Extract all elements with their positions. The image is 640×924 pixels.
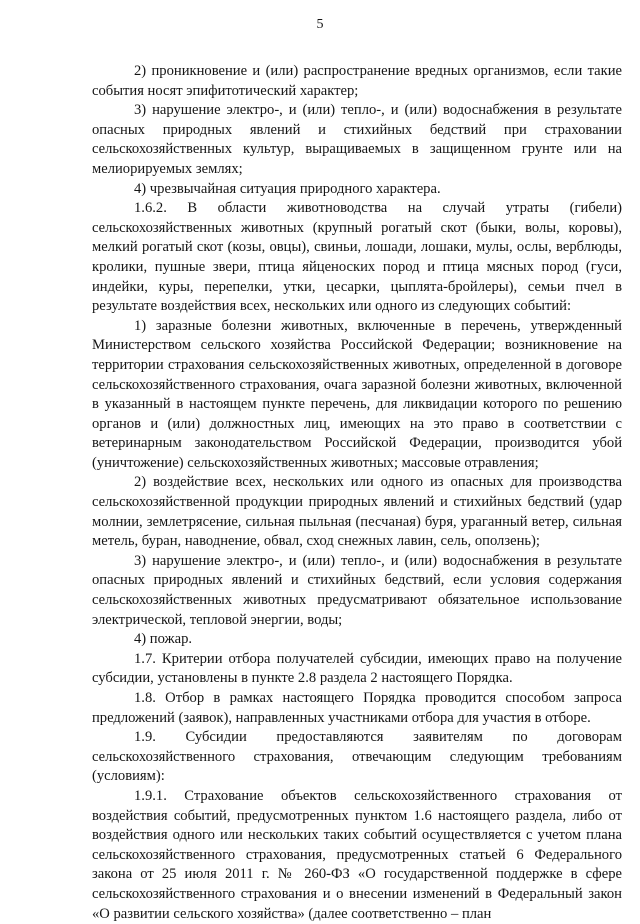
paragraph: 2) воздействие всех, нескольких или одного из опасных для производства сельскохозяйственной продукции природных явлений и стихийных бедствий (удар молнии, землетрясение, сильная пыльная (песчаная) буря, ураганный ветер, сильная метель, буран, наводнение, обвал, сход снежных лавин, сель, оползень); xyxy=(92,474,622,550)
paragraph: 1.8. Отбор в рамках настоящего Порядка проводится способом запроса предложений (заявок), направленных участниками отбора для участия в отборе. xyxy=(92,690,622,726)
paragraph: 3) нарушение электро-, и (или) тепло-, и (или) водоснабжения в результате опасных природных явлений и стихийных бедствий, если условия содержания сельскохозяйственных животных предусматривают обязательное использование электрической, тепловой энергии, воды; xyxy=(92,552,622,628)
paragraph: 4) чрезвычайная ситуация природного характера. xyxy=(134,180,441,197)
paragraph: 1.9.1. Страхование объектов сельскохозяйственного страхования от воздействия событий, предусмотренных пунктом 1.6 настоящего раздела, либо от воздействия одного или нескольких таких событий осуществляется с учетом плана сельскохозяйственного страхования, предусмотренных статьей 6 Федерального закона от 25 июля 2011 г. № 260-ФЗ «О государственной поддержке в сфере сельскохозяйственного страхования и о внесении изменений в Федеральный закон «О развитии сельского хозяйства» (далее соответственно – план xyxy=(92,787,622,922)
paragraph: 1.9. Субсидии предоставляются заявителям по договорам сельскохозяйственного страхования, отвечающим следующим требованиям (условиям): xyxy=(92,729,622,785)
paragraph: 2) проникновение и (или) распространение вредных организмов, если такие события носят эпифитотический характер; xyxy=(92,63,622,99)
paragraph: 1.7. Критерии отбора получателей субсидии, имеющих право на получение субсидии, установлены в пункте 2.8 раздела 2 настоящего Порядка. xyxy=(92,650,622,687)
paragraph: 1) заразные болезни животных, включенные в перечень, утвержденный Министерством сельского хозяйства Российской Федерации; возникновение на территории страхования сельскохозяйственных животных, определенной в договоре сельскохозяйственного страхования, очага заразной болезни животных, включенной в указанный в настоящем пункте перечень, для ликвидации которого по решению органов и (или) должностных лиц, имеющих на это право в соответствии с ветеринарным законодательством Российской Федерации, производится убой (уничтожение) сельскохозяйственных животных; массовые отравления; xyxy=(92,317,622,471)
paragraph: 3) нарушение электро-, и (или) тепло-, и (или) водоснабжения в результате опасных природных явлений и стихийных бедствий при страховании сельскохозяйственных культур, выращиваемых в защищенном грунте или на мелиорируемых землях; xyxy=(92,102,622,177)
document-body xyxy=(92,62,622,924)
page-number: 5 xyxy=(316,17,324,32)
paragraph: 4) пожар. xyxy=(134,631,193,648)
paragraph: 1.6.2. В области животноводства на случай утраты (гибели) сельскохозяйственных животных (крупный рогатый скот (быки, волы, коровы), мелкий рогатый скот (козы, овцы), свиньи, лошади, лошаки, мулы, ослы, верблюды, кролики, пушные звери, птица яйценоских пород и птица мясных пород (гуси, индейки, куры, перепелки, утки, цесарки, цыплята-бройлеры), семьи пчел в результате воздействия всех, нескольких или одного из следующих событий: xyxy=(92,200,622,315)
